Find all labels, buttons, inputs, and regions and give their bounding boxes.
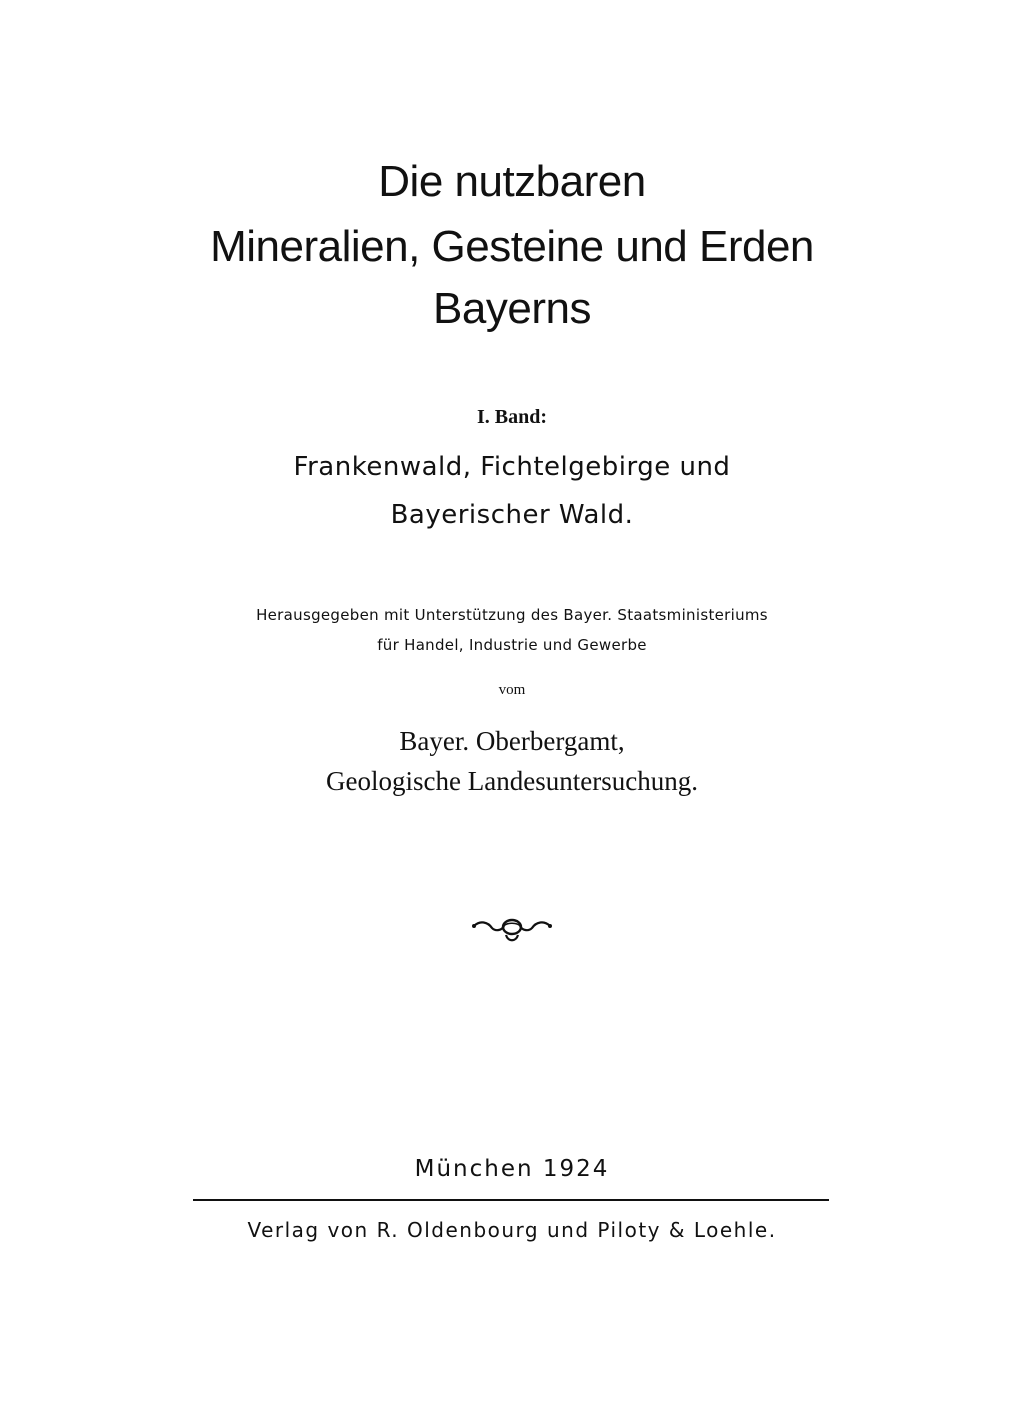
issuer-line-2: Geologische Landesuntersuchung. [326, 766, 698, 796]
fleuron-ornament-icon [470, 912, 554, 946]
imprint-publisher: Verlag von R. Oldenbourg und Piloty & Loehle. [247, 1218, 777, 1242]
title-line-2: Mineralien, Gesteine und Erden [210, 222, 814, 271]
imprint-divider [193, 1199, 829, 1201]
title-line-1: Die nutzbaren [378, 157, 646, 206]
imprint-place-year: München 1924 [414, 1156, 610, 1182]
issuer-line-1: Bayer. Oberbergamt, [399, 726, 625, 756]
title-line-3: Bayerns [433, 284, 591, 333]
volume-subtitle-line-1: Frankenwald, Fichtelgebirge und [293, 452, 731, 482]
support-line-1: Herausgegeben mit Unterstützung des Bayer. Staatsministeriums [256, 606, 768, 624]
vom-text: vom [498, 682, 526, 698]
volume-label: I. Band: [476, 406, 548, 428]
volume-subtitle-line-2: Bayerischer Wald. [390, 500, 634, 530]
support-line-2: für Handel, Industrie und Gewerbe [377, 636, 647, 654]
